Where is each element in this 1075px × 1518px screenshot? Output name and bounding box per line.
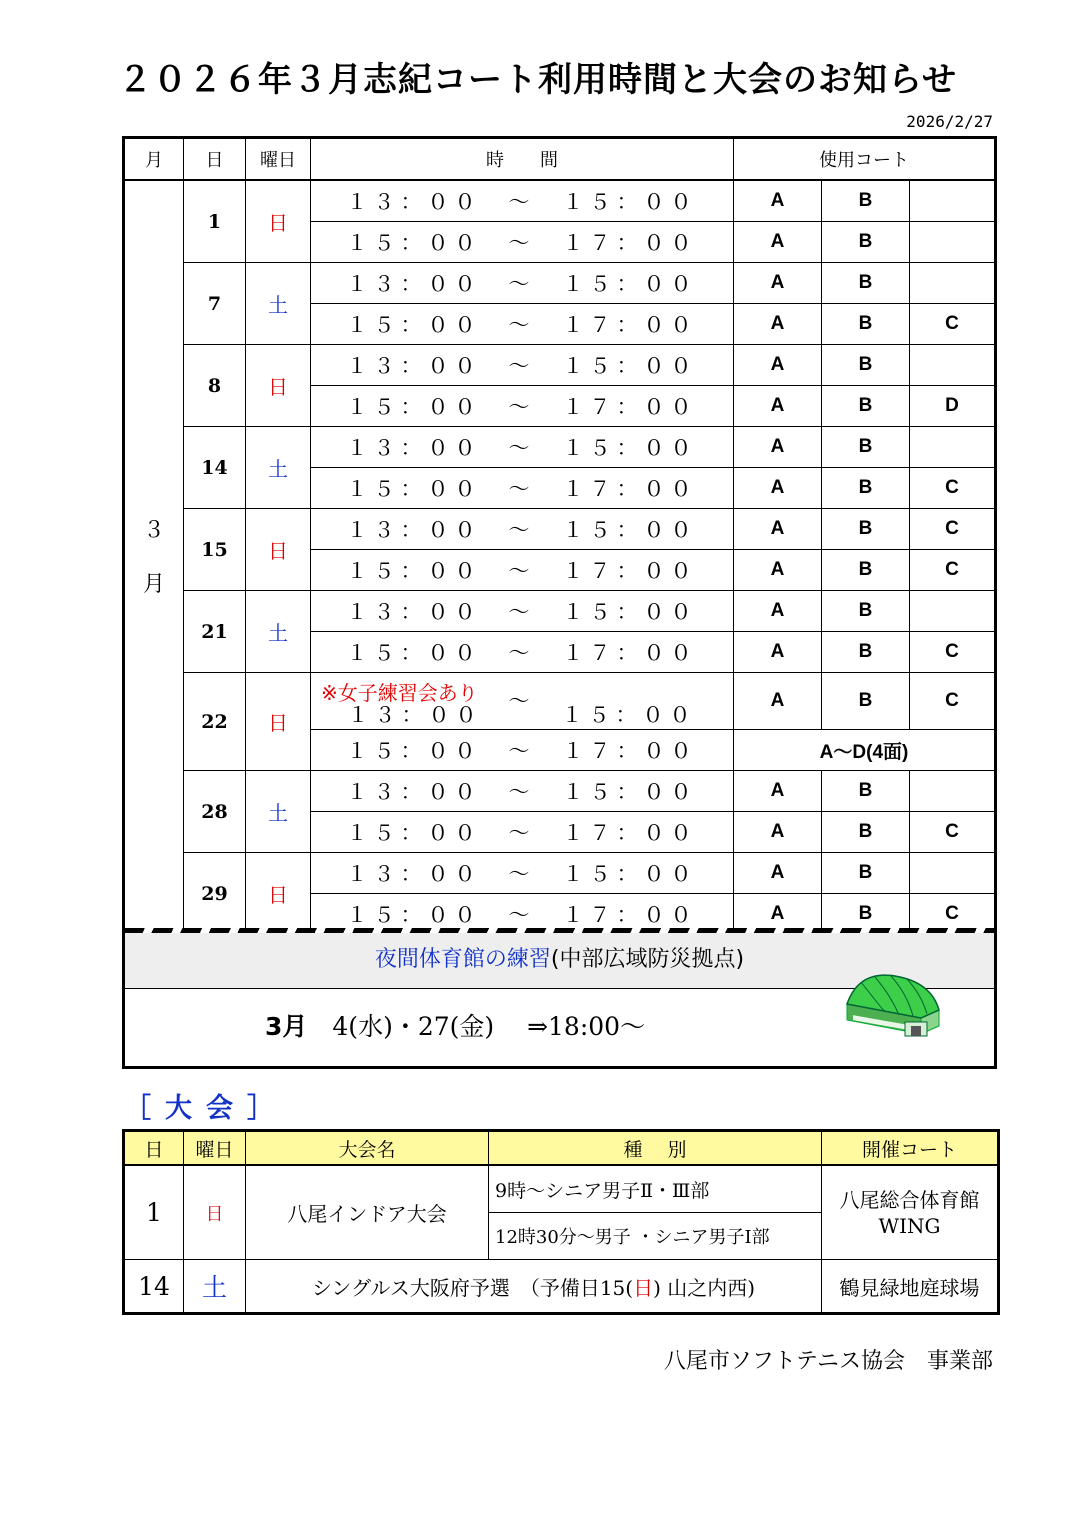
t-category: 12時30分～男子 ・シニア男子Ⅰ部 bbox=[489, 1213, 822, 1260]
time-cell: １５：００ ～ １７：００ bbox=[311, 304, 734, 345]
weekday-cell: 土 bbox=[246, 771, 311, 853]
day-cell: 7 bbox=[184, 263, 246, 345]
time-cell: １３：００ ～ １５：００ bbox=[311, 345, 734, 386]
weekday-cell: 日 bbox=[246, 345, 311, 427]
header-time: 時 間 bbox=[311, 138, 734, 181]
time-cell: １３：００ ～ １５：００ bbox=[311, 180, 734, 222]
court-cell: A bbox=[734, 509, 822, 550]
table-row bbox=[124, 853, 996, 894]
night-practice-dates bbox=[122, 989, 997, 1069]
time-cell: １５：００ ～ １７：００ bbox=[311, 812, 734, 853]
court-cell: A bbox=[734, 632, 822, 673]
court-cell: A bbox=[734, 304, 822, 345]
table-row bbox=[124, 591, 996, 632]
t-description bbox=[246, 1260, 822, 1314]
t-category: 9時～シニア男子Ⅱ・Ⅲ部 bbox=[489, 1165, 822, 1213]
court-cell: A bbox=[734, 812, 822, 853]
court-cell: B bbox=[822, 427, 910, 468]
t-weekday: 日 bbox=[184, 1165, 246, 1260]
t-header-category: 種 別 bbox=[489, 1131, 822, 1166]
court-cell: B bbox=[822, 345, 910, 386]
organization: 八尾市ソフトテニス協会 事業部 bbox=[663, 1349, 993, 1374]
court-cell bbox=[910, 853, 996, 894]
schedule-header-row bbox=[124, 138, 996, 181]
t-court: 鶴見緑地庭球場 bbox=[822, 1260, 999, 1314]
time-start: １３：００ bbox=[347, 703, 483, 727]
time-cell: １５：００ ～ １７：００ bbox=[311, 386, 734, 427]
time-cell: １３：００ ～ １５：００ bbox=[311, 427, 734, 468]
court-cell: C bbox=[910, 632, 996, 673]
court-cell: A bbox=[734, 771, 822, 812]
court-schedule-table bbox=[122, 136, 997, 937]
header-weekday: 曜日 bbox=[246, 138, 311, 181]
court-cell: A bbox=[734, 180, 822, 222]
court-cell: B bbox=[822, 222, 910, 263]
issue-date: 2026/2/27 bbox=[906, 112, 993, 131]
court-cell: B bbox=[822, 812, 910, 853]
court-cell bbox=[910, 180, 996, 222]
court-cell: B bbox=[822, 591, 910, 632]
table-row bbox=[124, 345, 996, 386]
time-cell: １３：００ ～ １５：００ bbox=[311, 771, 734, 812]
court-cell: C bbox=[910, 673, 996, 730]
court-cell: A bbox=[734, 673, 822, 730]
t-desc-a: シングルス大阪府予選 （予備日15( bbox=[311, 1275, 634, 1300]
time-cell: １５：００ ～ １７：００ bbox=[311, 632, 734, 673]
day-cell: 28 bbox=[184, 771, 246, 853]
weekday-cell: 土 bbox=[246, 263, 311, 345]
court-cell: C bbox=[910, 304, 996, 345]
court-cell: B bbox=[822, 263, 910, 304]
court-cell: B bbox=[822, 180, 910, 222]
t-day: 1 bbox=[124, 1165, 184, 1260]
t-desc-c: ) 山之内西) bbox=[653, 1275, 756, 1300]
tournament-header-row bbox=[124, 1131, 999, 1166]
court-cell: B bbox=[822, 771, 910, 812]
weekday-cell: 日 bbox=[246, 509, 311, 591]
court-cell: A bbox=[734, 345, 822, 386]
court-cell: B bbox=[822, 632, 910, 673]
court-cell: A bbox=[734, 386, 822, 427]
court-cell: B bbox=[822, 853, 910, 894]
time-cell: １３：００ ～ １５：００ bbox=[311, 509, 734, 550]
day-cell: 14 bbox=[184, 427, 246, 509]
table-row bbox=[124, 1165, 999, 1213]
table-row bbox=[124, 1260, 999, 1314]
day-cell: 1 bbox=[184, 180, 246, 263]
court-cell: B bbox=[822, 673, 910, 730]
time-cell: １５：００ ～ １７：００ bbox=[311, 222, 734, 263]
practice-note: ※女子練習会あり bbox=[321, 681, 478, 705]
t-weekday: 土 bbox=[184, 1260, 246, 1314]
time-cell bbox=[311, 673, 734, 730]
time-end: １５：００ bbox=[561, 703, 697, 727]
table-row bbox=[124, 427, 996, 468]
court-cell: B bbox=[822, 304, 910, 345]
table-row bbox=[124, 771, 996, 812]
t-header-weekday: 曜日 bbox=[184, 1131, 246, 1166]
day-cell: 15 bbox=[184, 509, 246, 591]
court-cell-all: A～D(4面) bbox=[734, 730, 996, 771]
court-cell: A bbox=[734, 853, 822, 894]
day-cell: 29 bbox=[184, 853, 246, 936]
day-cell: 21 bbox=[184, 591, 246, 673]
court-cell bbox=[910, 771, 996, 812]
court-cell: B bbox=[822, 550, 910, 591]
gymnasium-icon bbox=[835, 964, 950, 1044]
time-cell: １５：００ ～ １７：００ bbox=[311, 468, 734, 509]
court-cell: A bbox=[734, 550, 822, 591]
court-cell: C bbox=[910, 894, 996, 936]
weekday-cell: 日 bbox=[246, 673, 311, 771]
header-day: 日 bbox=[184, 138, 246, 181]
court-cell: C bbox=[910, 550, 996, 591]
court-cell: C bbox=[910, 812, 996, 853]
night-month: 3月 bbox=[265, 1012, 308, 1041]
table-row bbox=[124, 673, 996, 730]
tournament-table bbox=[122, 1129, 1000, 1315]
court-cell: A bbox=[734, 591, 822, 632]
header-court: 使用コート bbox=[734, 138, 996, 181]
court-cell: A bbox=[734, 222, 822, 263]
weekday-cell: 日 bbox=[246, 853, 311, 936]
weekday-cell: 土 bbox=[246, 427, 311, 509]
court-cell: B bbox=[822, 386, 910, 427]
table-row bbox=[124, 509, 996, 550]
court-cell: A bbox=[734, 894, 822, 936]
month-cell: ３ 月 bbox=[124, 180, 184, 936]
court-cell: A bbox=[734, 427, 822, 468]
court-cell bbox=[910, 222, 996, 263]
day-cell: 22 bbox=[184, 673, 246, 771]
court-cell: C bbox=[910, 468, 996, 509]
night-heading-blue: 夜間体育館の練習 bbox=[374, 947, 551, 972]
court-cell: B bbox=[822, 894, 910, 936]
table-row bbox=[124, 263, 996, 304]
court-cell: A bbox=[734, 263, 822, 304]
weekday-cell: 日 bbox=[246, 180, 311, 263]
time-cell: １３：００ ～ １５：００ bbox=[311, 853, 734, 894]
court-cell: A bbox=[734, 468, 822, 509]
court-cell bbox=[910, 345, 996, 386]
t-name: 八尾インドア大会 bbox=[246, 1165, 489, 1260]
t-court: 八尾総合体育館 WING bbox=[822, 1165, 999, 1260]
court-cell bbox=[910, 427, 996, 468]
court-cell: C bbox=[910, 509, 996, 550]
court-cell bbox=[910, 263, 996, 304]
court-cell: B bbox=[822, 509, 910, 550]
tournament-heading: ［大会］ bbox=[124, 1093, 288, 1124]
court-cell bbox=[910, 591, 996, 632]
time-cell: １３：００ ～ １５：００ bbox=[311, 263, 734, 304]
t-header-name: 大会名 bbox=[246, 1131, 489, 1166]
table-row bbox=[124, 180, 996, 222]
time-cell: １３：００ ～ １５：００ bbox=[311, 591, 734, 632]
time-cell: １５：００ ～ １７：００ bbox=[311, 730, 734, 771]
t-day: 14 bbox=[124, 1260, 184, 1314]
page-title: ２０２６年３月志紀コート利用時間と大会のお知らせ bbox=[118, 60, 957, 100]
t-header-court: 開催コート bbox=[822, 1131, 999, 1166]
night-heading-rest: (中部広域防災拠点) bbox=[550, 947, 745, 972]
court-cell: D bbox=[910, 386, 996, 427]
t-desc-b: 日 bbox=[633, 1275, 654, 1300]
time-tilde: ～ bbox=[508, 689, 536, 713]
header-month: 月 bbox=[124, 138, 184, 181]
court-cell: B bbox=[822, 468, 910, 509]
day-cell: 8 bbox=[184, 345, 246, 427]
t-header-day: 日 bbox=[124, 1131, 184, 1166]
time-cell: １５：００ ～ １７：００ bbox=[311, 550, 734, 591]
time-cell: １５：００ ～ １７：００ bbox=[311, 894, 734, 936]
weekday-cell: 土 bbox=[246, 591, 311, 673]
night-dates: 4(水)・27(金) ⇒18:00～ bbox=[307, 1012, 646, 1041]
